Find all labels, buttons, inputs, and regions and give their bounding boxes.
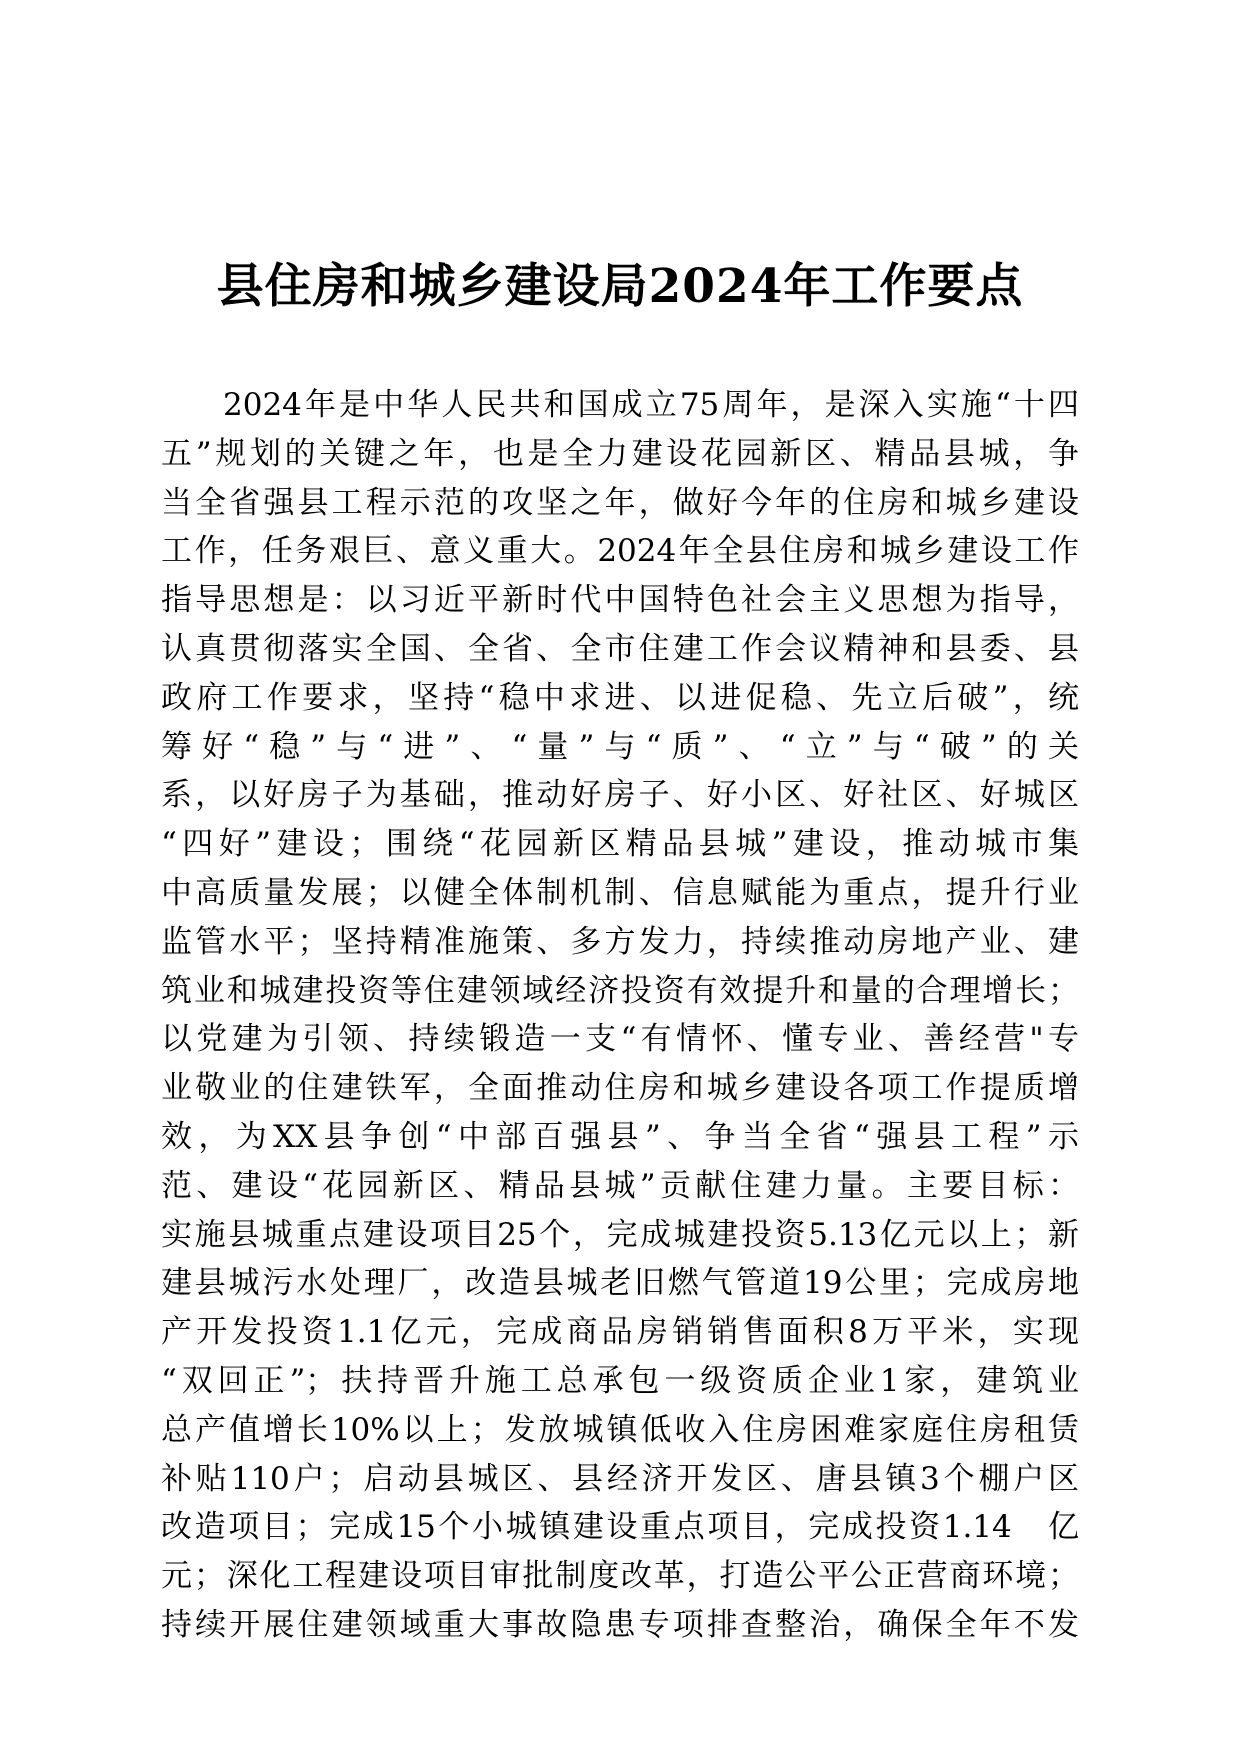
body-line: 指导思想是：以习近平新时代中国特色社会主义思想为指导， [161,582,1079,619]
body-line: 筹好“稳”与“进”、“量”与“质”、“立”与“破”的关 [161,728,1079,765]
body-line: 2024年是中华人民共和国成立75周年，是深入实施“十四 [223,387,1079,423]
body-line: 工作，任务艰巨、意义重大。2024年全县住房和城乡建设工作 [161,533,1079,570]
body-line: 范、建设“花园新区、精品县城”贡献住建力量。主要目标： [161,1167,1079,1204]
body-line: 五”规划的关键之年，也是全力建设花园新区、精品县城，争 [161,435,1079,472]
document-title: 县住房和城乡建设局2024年工作要点 [216,259,1024,314]
body-line: 政府工作要求，坚持“稳中求进、以进促稳、先立后破”，统 [161,679,1079,716]
document-body [161,381,1079,1650]
body-line: 总产值增长10%以上；发放城镇低收入住房困难家庭住房租赁 [161,1411,1079,1448]
body-line: 筑业和城建投资等住建领域经济投资有效提升和量的合理增长； [161,972,1079,1009]
body-line: 以党建为引领、持续锻造一支“有情怀、懂专业、善经营"专 [161,1021,1079,1058]
body-line: 元；深化工程建设项目审批制度改革，打造公平公正营商环境； [161,1558,1079,1595]
body-line: 监管水平；坚持精准施策、多方发力，持续推动房地产业、建 [161,923,1079,960]
body-line: “双回正”；扶持晋升施工总承包一级资质企业1家，建筑业 [161,1362,1079,1399]
body-line: 补贴110户；启动县城区、县经济开发区、唐县镇3个棚户区 [161,1460,1079,1497]
body-line: 实施县城重点建设项目25个，完成城建投资5.13亿元以上；新 [161,1216,1079,1253]
body-line: 中高质量发展；以健全体制机制、信息赋能为重点，提升行业 [161,874,1079,911]
body-line: 产开发投资1.1亿元，完成商品房销销售面积8万平米，实现 [161,1314,1079,1351]
body-line: 认真贯彻落实全国、全省、全市住建工作会议精神和县委、县 [161,630,1079,667]
body-line: 当全省强县工程示范的攻坚之年，做好今年的住房和城乡建设 [161,484,1079,521]
body-line: 建县城污水处理厂，改造县城老旧燃气管道19公里；完成房地 [161,1265,1079,1302]
body-line: 业敬业的住建铁军，全面推动住房和城乡建设各项工作提质增 [161,1070,1079,1107]
body-line: “四好”建设；围绕“花园新区精品县城”建设，推动城市集 [161,826,1079,863]
body-line: 持续开展住建领域重大事故隐患专项排查整治，确保全年不发 [161,1606,1079,1643]
body-line: 效，为XX县争创“中部百强县”、争当全省“强县工程”示 [161,1118,1079,1155]
body-line: 改造项目；完成15个小城镇建设重点项目，完成投资1.14 亿 [161,1509,1079,1546]
body-line: 系，以好房子为基础，推动好房子、好小区、好社区、好城区 [161,777,1079,814]
